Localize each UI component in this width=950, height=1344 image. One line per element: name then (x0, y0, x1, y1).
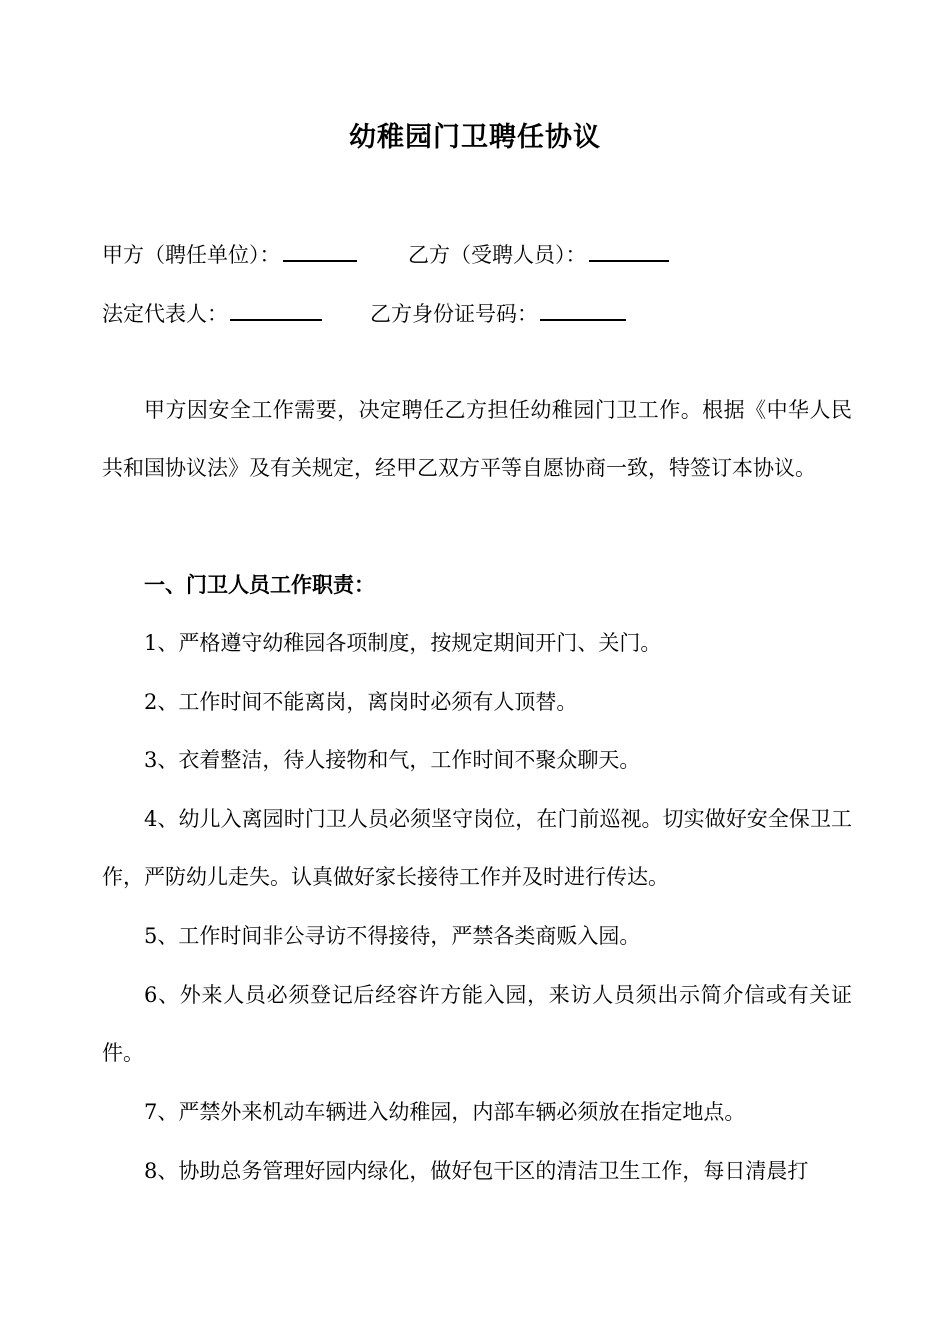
party-a-label: 甲方（聘任单位）： (102, 243, 281, 267)
duty-item: 8、协助总务管理好园内绿化，做好包干区的清洁卫生工作，每日清晨打 (144, 1159, 809, 1183)
intro-paragraph: 甲方因安全工作需要，决定聘任乙方担任幼稚园门卫工作。根据《中华人民共和国协议法》及有关规定，经甲乙双方平等自愿协商一致，特签订本协议。 (102, 398, 852, 480)
legal-rep-field (102, 297, 322, 329)
party-b-id-blank-line (540, 297, 626, 321)
legal-rep-label: 法定代表人： (102, 302, 228, 326)
party-b-id-label: 乙方身份证号码： (370, 302, 538, 326)
duty-item: 2、工作时间不能离岗，离岗时必须有人顶替。 (144, 690, 578, 714)
duty-item: 7、严禁外来机动车辆进入幼稚园，内部车辆必须放在指定地点。 (144, 1100, 746, 1124)
duty-item: 6、外来人员必须登记后经容许方能入园，来访人员须出示简介信或有关证件。 (102, 983, 852, 1065)
duty-item: 4、幼儿入离园时门卫人员必须坚守岗位，在门前巡视。切实做好安全保卫工作，严防幼儿走失。认真做好家长接待工作并及时进行传达。 (102, 807, 852, 889)
legal-rep-blank-line (230, 297, 322, 321)
party-b-blank-line (589, 238, 669, 262)
party-b-id-field (370, 297, 626, 329)
duty-item: 3、衣着整洁，待人接物和气，工作时间不聚众聊天。 (144, 748, 641, 772)
party-b-field (408, 238, 669, 270)
section-heading: 一、门卫人员工作职责： (144, 572, 375, 597)
duty-item: 1、严格遵守幼稚园各项制度，按规定期间开门、关门。 (144, 631, 662, 655)
party-b-label: 乙方（受聘人员）： (408, 243, 587, 267)
duty-item: 5、工作时间非公寻访不得接待，严禁各类商贩入园。 (144, 924, 641, 948)
party-a-field (102, 238, 357, 270)
party-a-blank-line (283, 238, 357, 262)
document-title: 幼稚园门卫聘任协议 (349, 122, 601, 153)
